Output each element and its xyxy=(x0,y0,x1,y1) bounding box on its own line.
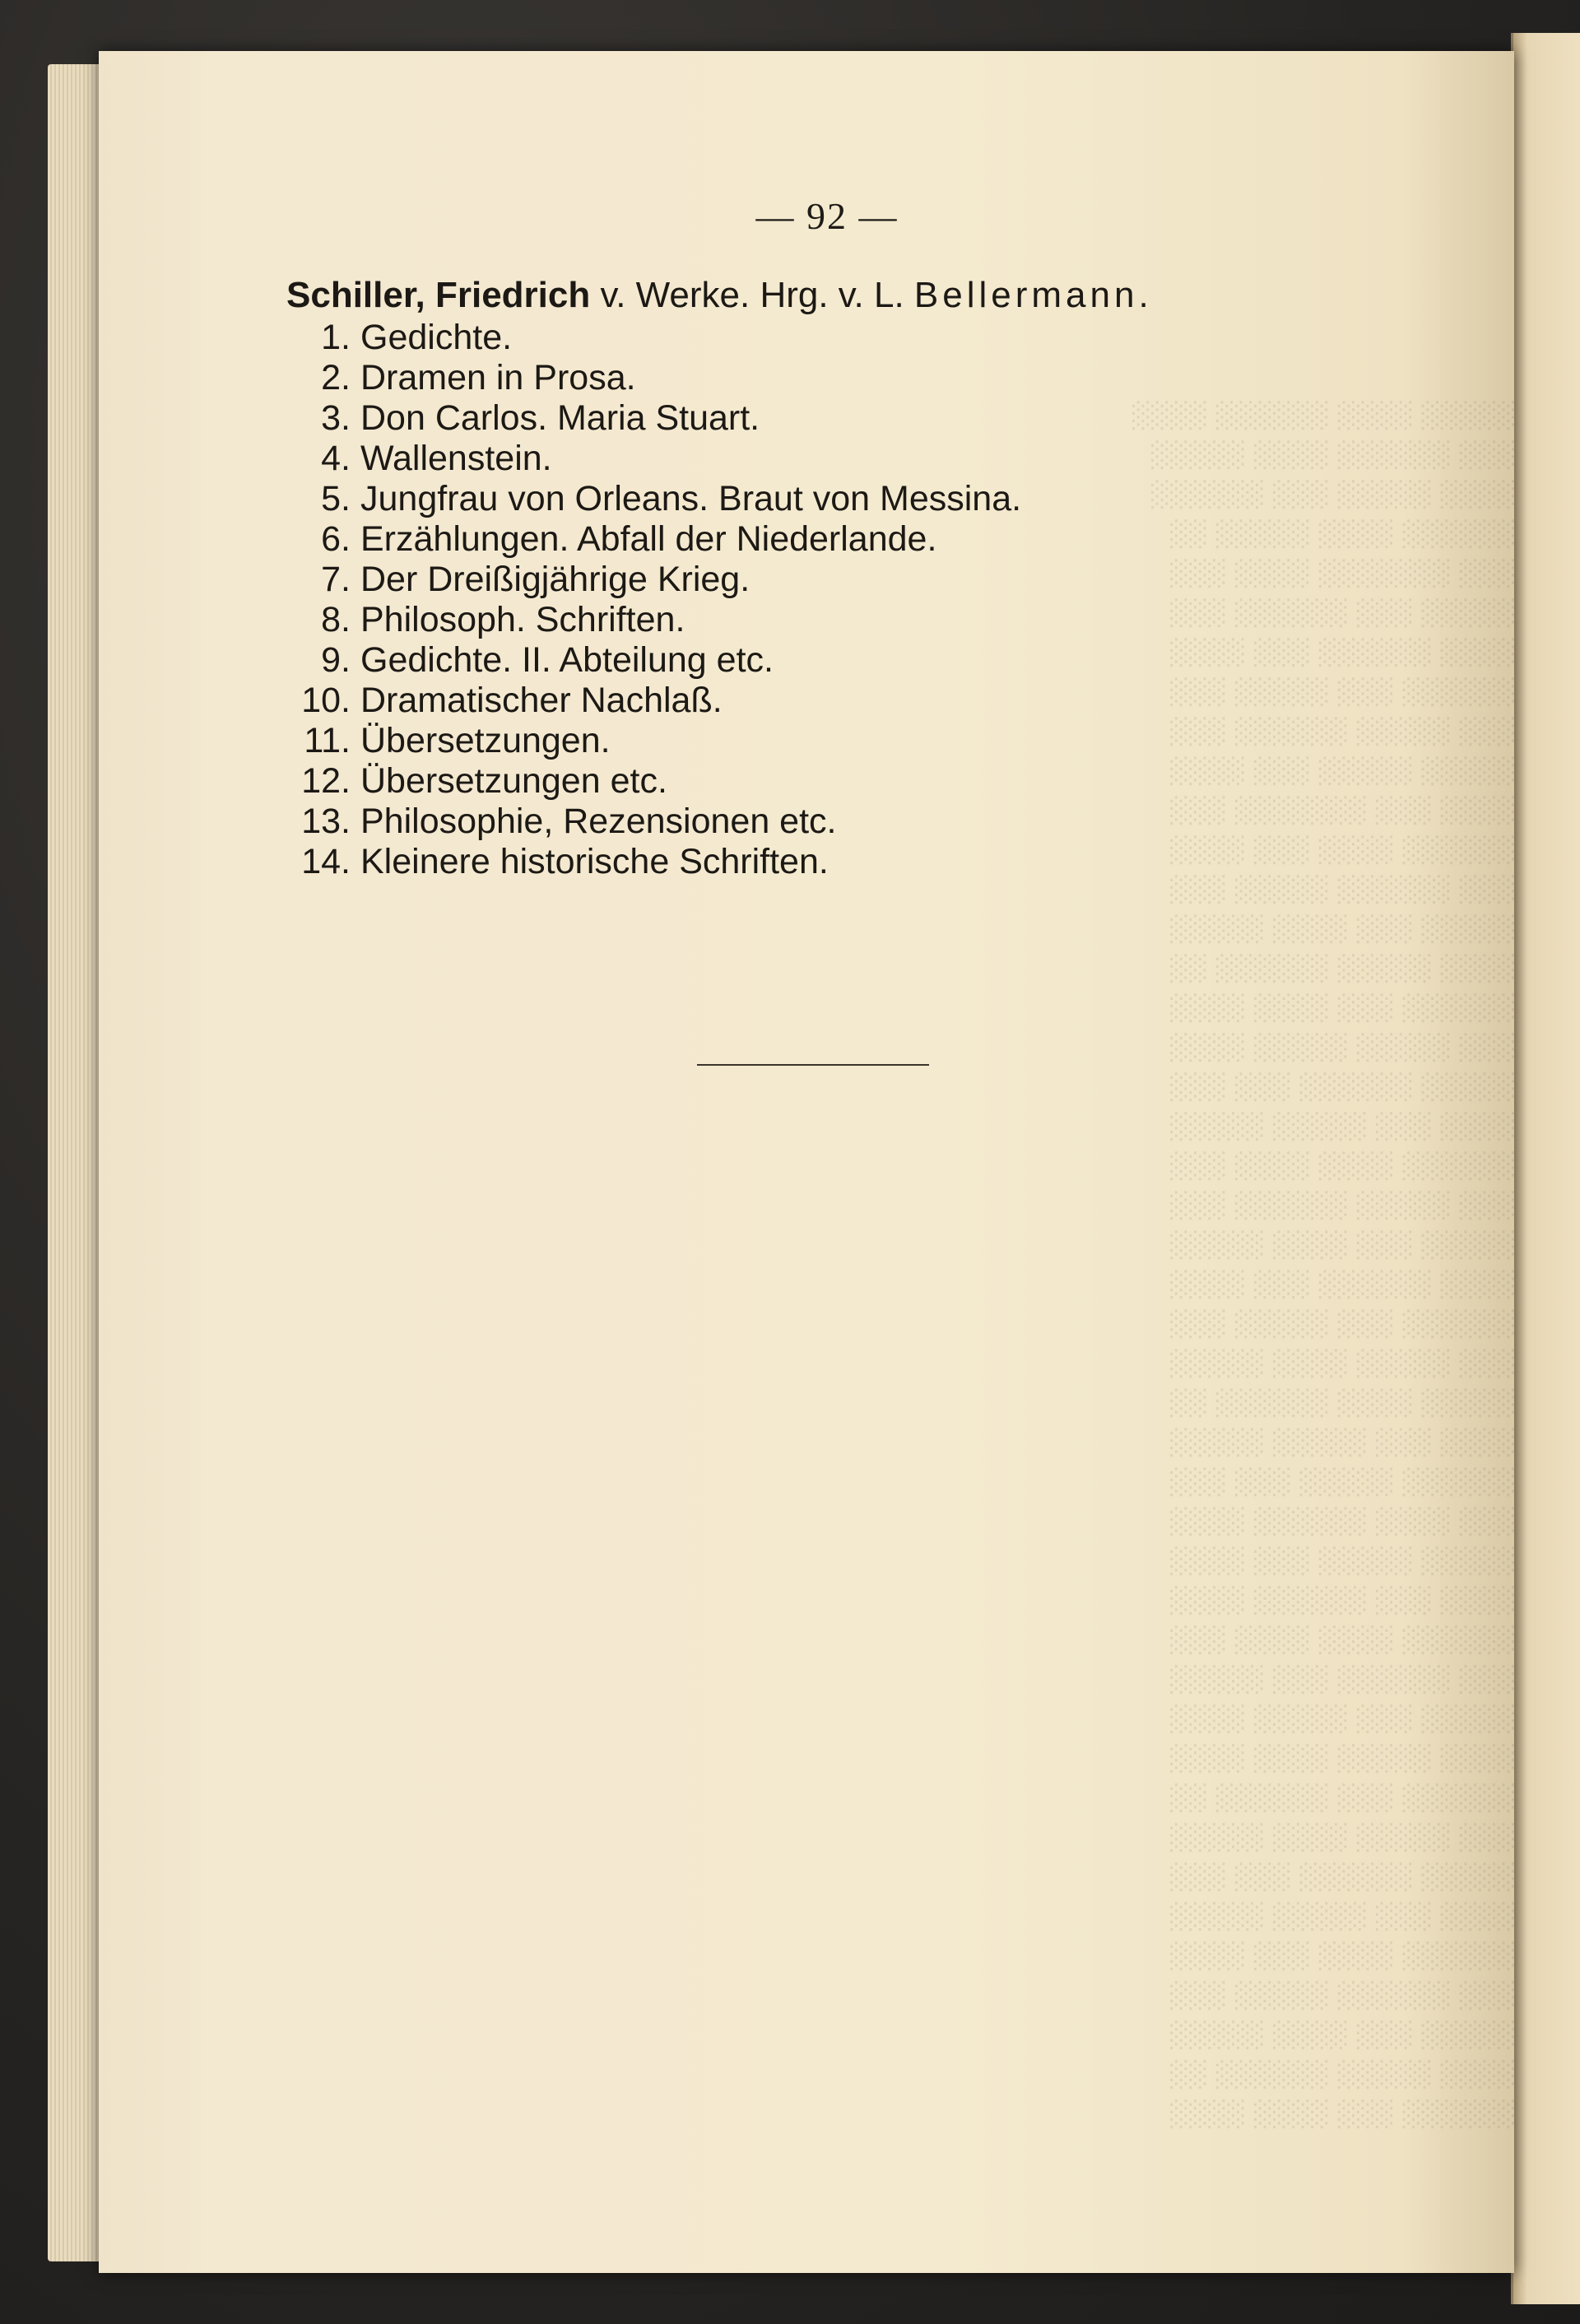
bibliography-entry xyxy=(286,273,1389,882)
volume-title: Dramen in Prosa. xyxy=(360,358,636,397)
volume-number: 9. xyxy=(321,640,351,680)
volume-title: Wallenstein. xyxy=(360,439,552,478)
volume-title: Philosoph. Schriften. xyxy=(360,600,685,639)
volume-number: 14. xyxy=(301,842,351,881)
volume-number: 3. xyxy=(321,398,351,438)
page-number: — 92 — xyxy=(755,195,899,237)
volume-item xyxy=(286,721,1389,761)
volume-item xyxy=(286,802,1389,842)
volume-item xyxy=(286,519,1389,560)
volume-number: 12. xyxy=(301,761,351,801)
volume-item xyxy=(286,842,1389,882)
volume-title: Gedichte. xyxy=(360,318,513,357)
volume-number: 10. xyxy=(301,681,351,720)
section-divider xyxy=(697,1064,929,1066)
editor-name: Bellermann. xyxy=(913,275,1153,315)
adjacent-page-edge xyxy=(1511,33,1580,2304)
volume-item xyxy=(286,479,1389,519)
volume-title: Der Dreißigjährige Krieg. xyxy=(360,560,750,599)
entry-heading xyxy=(286,273,1389,318)
volume-item xyxy=(286,439,1389,479)
volume-list xyxy=(286,318,1389,882)
volume-title: Übersetzungen. xyxy=(360,721,611,760)
entry-title: v. Werke. Hrg. v. L. xyxy=(590,275,914,315)
volume-number: 11. xyxy=(304,721,351,760)
volume-title: Jungfrau von Orleans. Braut von Messina. xyxy=(360,479,1022,518)
volume-item xyxy=(286,761,1389,802)
volume-title: Übersetzungen etc. xyxy=(360,761,667,801)
volume-title: Erzählungen. Abfall der Niederlande. xyxy=(360,519,937,559)
volume-title: Dramatischer Nachlaß. xyxy=(360,681,723,720)
volume-item xyxy=(286,358,1389,398)
volume-item xyxy=(286,318,1389,358)
volume-number: 7. xyxy=(321,560,351,599)
volume-number: 13. xyxy=(301,802,351,841)
volume-number: 8. xyxy=(321,600,351,639)
volume-title: Gedichte. II. Abteilung etc. xyxy=(360,640,774,680)
volume-title: Philosophie, Rezensionen etc. xyxy=(360,802,837,841)
volume-item xyxy=(286,600,1389,640)
volume-item xyxy=(286,640,1389,681)
volume-item xyxy=(286,681,1389,721)
volume-title: Kleinere historische Schriften. xyxy=(360,842,829,881)
volume-title: Don Carlos. Maria Stuart. xyxy=(360,398,760,438)
volume-item xyxy=(286,560,1389,600)
volume-number: 4. xyxy=(321,439,351,478)
show-through-texture: ░░░░░ ░░░░ ░░░░░░ ░░░░ ░░░ ░░░░░░ ░░░░ ░░░░░ ░░░░ ░░░░░ ░░░ ░░░░░░ ░░░░░░ ░░░░ ░░░░░ ░░ ░░░ ░░░░░░░ ░░░░ ░░░ ░░░░░ ░░░ ░░░░░░ ░░░ ░░░░ ░░░░░░ ░░░ ░░░░ ░░░░░░ ░░░ ░░░░░ ░░░ ░░░ ░░░░░ ░░░░░░ ░░░ ░░░░░ ░░░░░ ░░░ ░░░░ ░░░░ ░░░ ░░░░░░░ ░░░ ░░░░░░ ░░░░ ░░░ ░░░░ ░░░ ░░░░░░ ░░░░░ ░░░ ░░░░░ ░░░ ░░░░ ░░░░░ ░░░░ ░░░░░ ░░░░░░ ░░ ░░░░░░ ░░░ ░░░░ ░░░░ ░░░ ░░░░░ ░░░░░ ░░░░ ░░░░░ ░░░░░░ ░░░ ░░░ ░░░░ ░░░ ░░░░░ ░░░░░ ░░░░░░ ░░░░ ░░░░ ░░░ ░░░ ░░░░░ ░░░░░░ ░░░ ░░░░░ ░░░ ░░░░ ░░░░░ ░░░░ ░░░░░░ ░░░ ░░░░ ░░░░░░ ░░░ ░░░░░ ░░░ ░░░ ░░░░░ ░░░░ ░░░░░ ░░░░░ ░░░░ ░░░░░░ ░░ ░░░░ ░░░ ░░░░░ ░░░░░ ░░░░░░ ░░░░░ ░░░ ░░░ ░░░ ░░░░ ░░░░░░ ░░░░ ░░░░░ ░░░░░ ░░░ ░░░░ ░░░░ ░░░ ░░░░░░ ░░░░ ░░░░░░ ░░░░ ░░░░ ░░░ ░░░ ░░░░░░ ░░░ ░░░░░ ░░░░░ ░░░ ░░░░░ ░░░░ ░░░░ ░░░░░ ░░░░ ░░░░ ░░░░░░ ░░░ ░░░░░░ ░░ ░░░ ░░░░░ ░░░░ ░░░░░ ░░░░░ ░░░░░░ ░░░ ░░░ ░░░░ ░░░ ░░░░░ ░░░░░ ░░░░░░ ░░░░ ░░░ ░░░░ ░░░ ░░░░░░ ░░░░░ ░░░ ░░░░░ ░░░ ░░░░ ░░░░░ ░░░░ ░░░░░ ░░░░░░ ░░ ░░░░░░ ░░░ ░░░░ ░░░░ xyxy=(1130,402,1514,2129)
volume-item xyxy=(286,398,1389,439)
volume-number: 1. xyxy=(321,318,351,357)
volume-number: 2. xyxy=(321,358,351,397)
author-name: Schiller, Friedrich xyxy=(286,275,591,315)
volume-number: 6. xyxy=(321,519,351,559)
volume-number: 5. xyxy=(321,479,351,518)
